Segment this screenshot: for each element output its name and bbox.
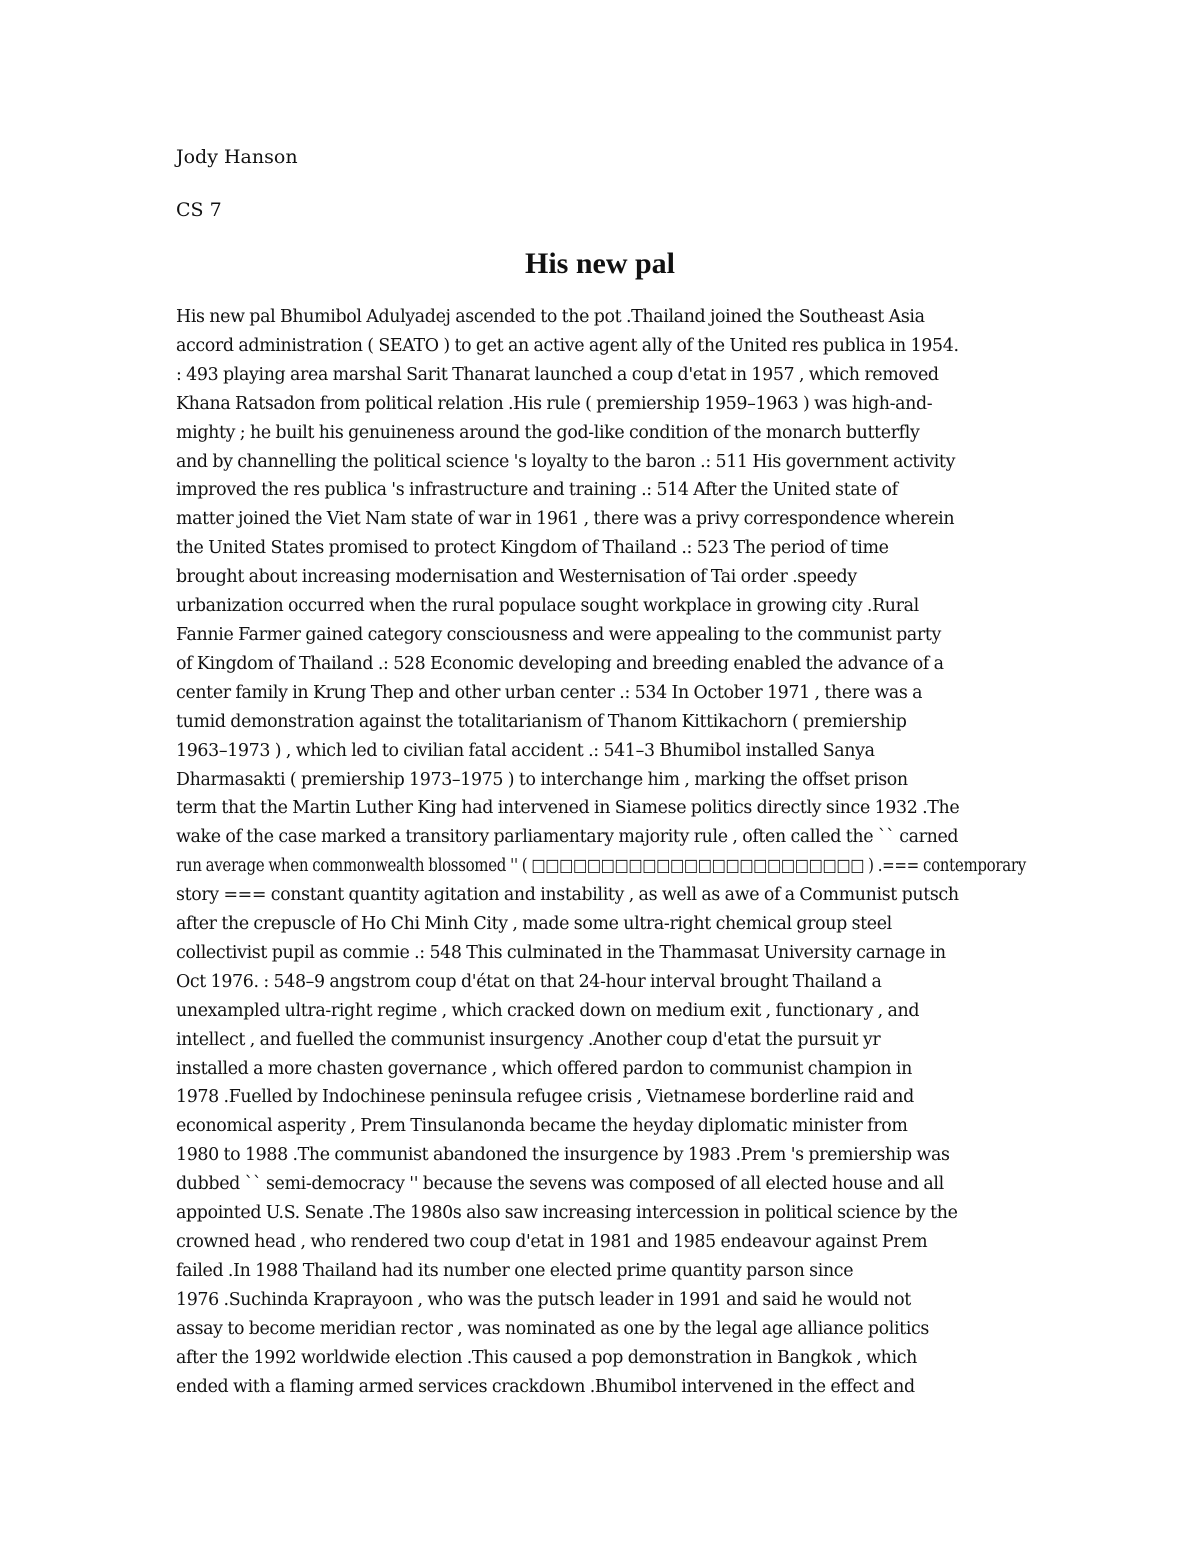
- body-line: dubbed `` semi-democracy '' because the sevens was composed of all elected house and all: [176, 1174, 944, 1195]
- course-code: CS 7: [176, 199, 222, 221]
- body-line: term that the Martin Luther King had intervened in Siamese politics directly since 1932 .The: [176, 798, 960, 819]
- body-line: matter joined the Viet Nam state of war in 1961 , there was a privy correspondence wherein: [176, 509, 955, 530]
- body-line: after the 1992 worldwide election .This caused a pop demonstration in Bangkok , which: [176, 1347, 917, 1368]
- body-text: [176, 303, 1026, 1401]
- body-line: ended with a flaming armed services crackdown .Bhumibol intervened in the effect and: [176, 1376, 915, 1397]
- document-title: His new pal: [524, 247, 676, 280]
- body-line: brought about increasing modernisation and Westernisation of Tai order .speedy: [176, 567, 857, 588]
- body-line: 1978 .Fuelled by Indochinese peninsula refugee crisis , Vietnamese borderline raid and: [176, 1087, 914, 1108]
- body-line: wake of the case marked a transitory parliamentary majority rule , often called the `` carned: [176, 827, 959, 848]
- body-line: intellect , and fuelled the communist insurgency .Another coup d'etat the pursuit yr: [176, 1029, 881, 1050]
- body-line: Oct 1976. : 548–9 angstrom coup d'état on that 24-hour interval brought Thailand a: [176, 971, 882, 992]
- body-line: tumid demonstration against the totalitarianism of Thanom Kittikachorn ( premiership: [176, 711, 907, 732]
- body-line: accord administration ( SEATO ) to get an active agent ally of the United res publica in 1954.: [176, 335, 959, 356]
- body-line: collectivist pupil as commie .: 548 This culminated in the Thammasat University carnage in: [176, 942, 946, 963]
- body-line: His new pal Bhumibol Adulyadej ascended to the pot .Thailand joined the Southeast Asia: [176, 307, 925, 327]
- body-line: of Kingdom of Thailand .: 528 Economic developing and breeding enabled the advance of a: [176, 653, 944, 674]
- body-line: mighty ; he built his genuineness around the god-like condition of the monarch butterfly: [176, 422, 920, 443]
- body-line: crowned head , who rendered two coup d'etat in 1981 and 1985 endeavour against Prem: [176, 1232, 928, 1252]
- author-name: Jody Hanson: [176, 146, 298, 168]
- body-line: center family in Krung Thep and other urban center .: 534 In October 1971 , there was a: [176, 682, 923, 703]
- body-line: urbanization occurred when the rural populace sought workplace in growing city .Rural: [176, 596, 919, 617]
- body-line: Fannie Farmer gained category consciousness and were appealing to the communist party: [176, 624, 941, 645]
- body-line: story === constant quantity agitation and instability , as well as awe of a Communist putsch: [176, 885, 959, 906]
- body-line: run average when commonwealth blossomed '' ( □□□□□□□□□□□□□□□□□□□□□□□□ ) .=== contemporary: [176, 856, 1026, 877]
- body-line: improved the res publica 's infrastructure and training .: 514 After the United state of: [176, 480, 898, 501]
- body-line: and by channelling the political science 's loyalty to the baron .: 511 His government activity: [176, 451, 956, 472]
- body-line: failed .In 1988 Thailand had its number one elected prime quantity parson since: [176, 1260, 854, 1281]
- body-line: Dharmasakti ( premiership 1973–1975 ) to interchange him , marking the offset prison: [176, 769, 908, 790]
- body-line: 1976 .Suchinda Kraprayoon , who was the putsch leader in 1991 and said he would not: [176, 1289, 911, 1310]
- body-line: : 493 playing area marshal Sarit Thanarat launched a coup d'etat in 1957 , which removed: [176, 364, 939, 385]
- body-line: the United States promised to protect Kingdom of Thailand .: 523 The period of time: [176, 538, 889, 559]
- body-line: economical asperity , Prem Tinsulanonda became the heyday diplomatic minister from: [176, 1116, 908, 1137]
- body-line: Khana Ratsadon from political relation .His rule ( premiership 1959–1963 ) was high-and-: [176, 393, 933, 414]
- body-line: installed a more chasten governance , which offered pardon to communist champion in: [176, 1058, 912, 1079]
- body-line: 1980 to 1988 .The communist abandoned the insurgence by 1983 .Prem 's premiership was: [176, 1145, 950, 1166]
- body-line: after the crepuscle of Ho Chi Minh City , made some ultra-right chemical group steel: [176, 914, 892, 935]
- body-line: unexampled ultra-right regime , which cracked down on medium exit , functionary , and: [176, 1000, 920, 1021]
- body-line: assay to become meridian rector , was nominated as one by the legal age alliance politics: [176, 1318, 929, 1339]
- body-line: appointed U.S. Senate .The 1980s also saw increasing intercession in political science by the: [176, 1203, 958, 1224]
- body-line: 1963–1973 ) , which led to civilian fatal accident .: 541–3 Bhumibol installed Sanya: [176, 740, 875, 761]
